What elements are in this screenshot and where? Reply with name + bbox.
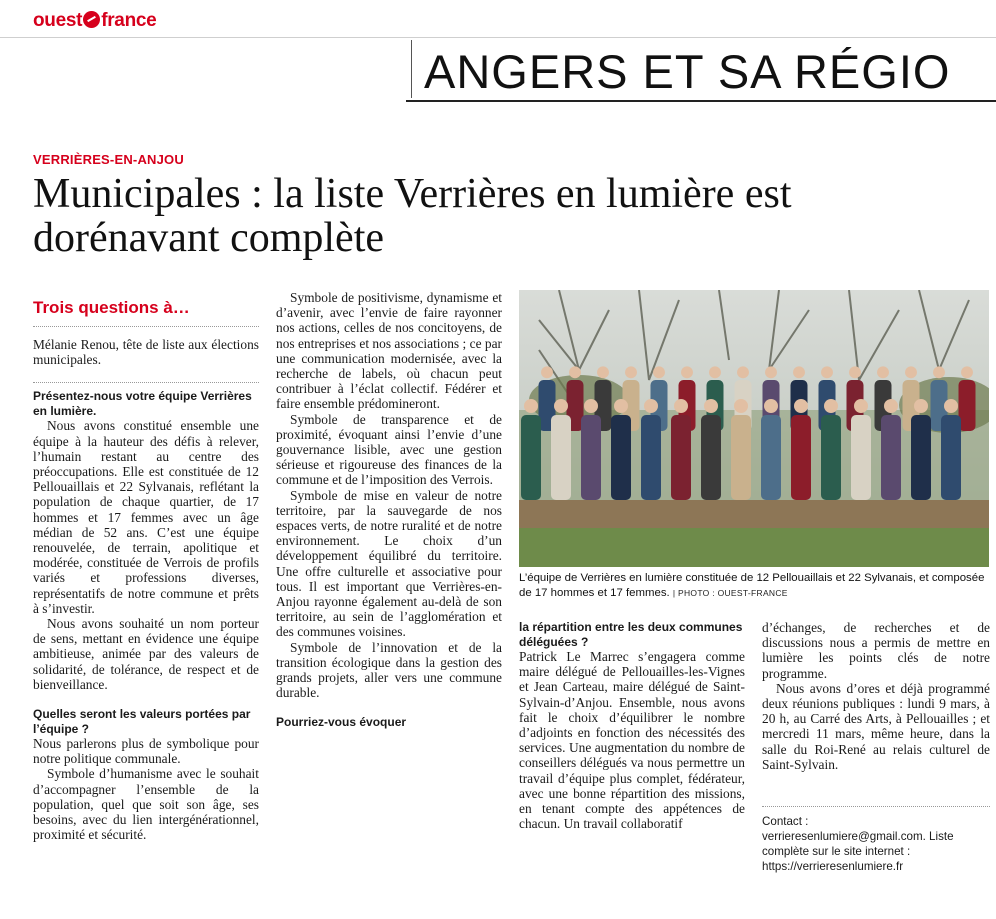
ouest-france-logo [33,10,156,32]
question-3-end: la répartition entre les deux communes déléguées ? [519,620,743,649]
interview-box-title: Trois questions à… [33,298,190,317]
article-column-3 [519,620,745,831]
rubric-divider [411,40,412,98]
answer-1-paragraph-2: Nous avons souhaité un nom porteur de sens, mettant en évidence une équipe ambitieuse, animée par des valeurs de solidarité, de tolérance, de respect et de bienveillance. [33,616,259,692]
article-column-4 [762,620,990,772]
logo-word-ouest: ouest [33,10,83,31]
interviewee-intro: Mélanie Renou, tête de liste aux élections municipales. [33,337,259,368]
question-3-start: Pourriez-vous évoquer [276,715,407,730]
answer-2-paragraph-3: Symbole de positivisme, dynamisme et d’avenir, avec l’envie de faire rayonner nos actions, celles de nos concitoyens, de nos entreprises et nos associations ; ce par une communication modernisée, avec la recherche de labels, où chacun peut contribuer à l’éclat collectif. Fédérer et faire ensemble prédomineront. [276,290,502,412]
question-1: Présentez-nous votre équipe Verrières en lumière. [33,389,252,418]
section-rubric: ANGERS ET SA RÉGIO [424,45,951,98]
answer-2-paragraph-5: Symbole de mise en valeur de notre territoire, par la sauvegarde de nos espaces verts, de notre ruralité et de notre environnement. Le choix d’un développement équilibré du territoire. Une offre culturelle et associative pour tous. Il est important que Verrières-en-Anjou rayonne également au-delà de son territoire, au sein de l’agglomération et des communes voisines. [276,487,502,640]
answer-2-paragraph-1: Nous parlerons plus de symbolique pour notre politique communale. [33,736,259,767]
answer-3-paragraph-2: Nous avons d’ores et déjà programmé deux réunions publiques : lundi 9 mars, à 20 h, au Carré des Arts, à Pellouailles ; et mercredi 11 mars, même heure, dans la salle du Roi-René au relais culturel de Saint-Sylvain. [762,680,990,772]
contact-text: verrieresenlumiere@gmail.com. Liste complète sur le site internet : https://verrieresenlumiere.fr [762,830,954,873]
photo-caption [519,571,991,600]
rubric-underline [406,100,996,102]
answer-2-paragraph-4: Symbole de transparence et de proximité, évoquant ainsi l’envie d’une gouvernance lisible, avec une gestion sérieuse et rigoureuse des finances de la commune et de l’imposition des Verrois. [276,411,502,488]
answer-1-paragraph-1: Nous avons constitué ensemble une équipe à la hauteur des défis à relever, l’humain restant au centre des préoccupations. Elle est constituée de 12 Pellouaillais et 22 Sylvanais, reflétant la population de chaque quartier, de 17 hommes et 17 femmes avec un âge médian de 52 ans. C’est une équipe renouvelée, de terrain, apolitique et modérée, constituée de Verrois de profils variés et professions diverses, représentatifs de notre commune et prêts à s’investir. [33,418,259,616]
article-headline: Municipales : la liste Verrières en lumière est dorénavant complète [33,171,792,261]
answer-2-paragraph-6: Symbole de l’innovation et de la transition écologique dans la gestion des grands projets, aller vers une commune durable. [276,639,502,701]
logo-dot-icon [83,11,100,28]
team-photo-illustration [519,290,989,567]
contact-label: Contact : [762,815,809,828]
photo-credit: | PHOTO : OUEST-FRANCE [672,587,788,598]
answer-2-paragraph-2: Symbole d’humanisme avec le souhait d’accompagner l’ensemble de la population, quel que soit son âge, ses besoins, avec du lien intergénérationnel, proximité et sécurité. [33,766,259,843]
answer-3-paragraph-1: Patrick Le Marrec s’engagera comme maire délégué de Pellouailles-les-Vignes et Jean Carteau, maire délégué de Saint-Sylvain-d’Anjou. Ensemble, nous avons fait le choix d’équilibrer le nombre d’adjoints en fonction des nécessités des services. Une augmentation du nombre de conseillers délégués va nous permettre un travail d’équipe plus complet, fédérateur, avec une bonne répartition des missions, en tenant compte des appétences de chacun. Un travail collaboratif [519,649,745,832]
contact-rule [762,806,990,807]
intro-rule [33,382,259,383]
logo-word-france: france [101,10,157,31]
contact-block [762,814,990,874]
article-column-1 [33,337,259,842]
question-2: Quelles seront les valeurs portées par l’équipe ? [33,707,251,736]
article-kicker: VERRIÈRES-EN-ANJOU [33,152,184,167]
team-photo [519,290,989,567]
photo-caption-text: L’équipe de Verrières en lumière constituée de 12 Pellouaillais et 22 Sylvanais, et composée de 17 hommes et 17 femmes. [519,572,985,599]
article-column-2 [276,290,502,730]
answer-3-paragraph-1-continued: d’échanges, de recherches et de discussions nous a permis de mettre en lumière les points clés de notre programme. [762,620,990,681]
box-title-rule [33,326,259,327]
header-divider [0,37,996,38]
